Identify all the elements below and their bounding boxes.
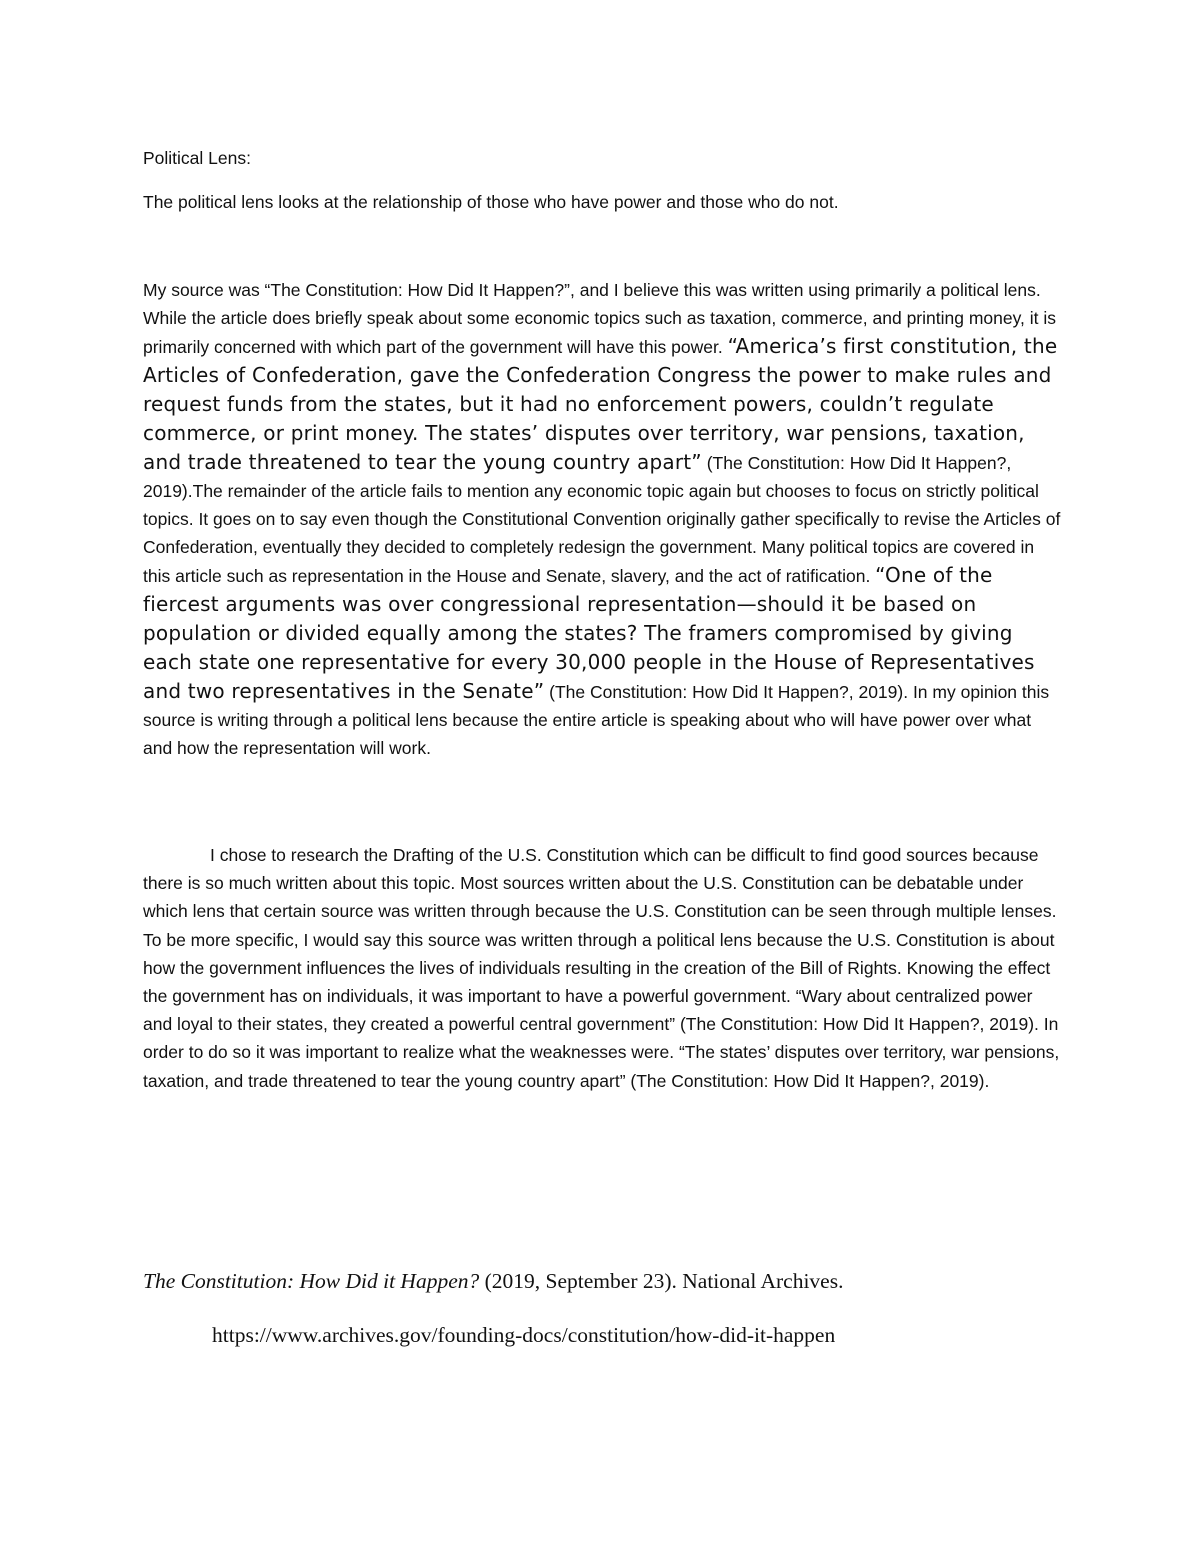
analysis-paragraph-2: I chose to research the Drafting of the U.S. Constitution which can be difficult to find good sources because there is so much written about this topic. Most sources written about the U.S. Constitution can be debatable under which lens that certain source was written through because the U.S. Constitution can be seen through multiple lenses. To be more specific, I would say this source was written through a political lens because the U.S. Constitution is about how the government influences the lives of individuals resulting in the creation of the Bill of Rights. Knowing the effect the government has on individuals, it was important to have a powerful government. “Wary about centralized power and loyal to their states, they created a powerful central government” (The Constitution: How Did It Happen?, 2019). In order to do so it was important to realize what the weaknesses were. “The states’ disputes over territory, war pensions, taxation, and trade threatened to tear the young country apart” (The Constitution: How Did It Happen?, 2019). — [143, 845, 1060, 1091]
analysis-paragraph-1 — [143, 276, 1063, 762]
paragraph-1-ending: (The Constitution: How Did It Happen?, 2019). In my opinion this source is writing through a political lens because the entire article is speaking about who will have power over what and how the representation will work. — [143, 682, 1050, 758]
paragraph-1-middle: The remainder of the article fails to mention any economic topic again but chooses to focus on strictly political topics. It goes on to say even though the Constitutional Convention originally gather specifically to revise the Articles of Confederation, eventually they decided to completely redesign the government. Many political topics are covered in this article such as representation in the House and Senate, slavery, and the act of ratification. — [143, 481, 1061, 586]
citation-url: https://www.archives.gov/founding-docs/constitution/how-did-it-happen — [212, 1323, 836, 1347]
paragraph-1-intro: My source was “The Constitution: How Did It Happen?”, and I believe this was written using primarily a political lens. While the article does briefly speak about some economic topics such as taxation, commerce, and printing money, it is primarily concerned with which part of the government will have this power. — [143, 280, 1057, 357]
section-heading: Political Lens: — [143, 148, 251, 168]
works-cited-entry — [143, 1266, 1063, 1296]
quote-congressional-representation: “One of the fiercest arguments was over congressional representation—should it be based on population or divided equally among the states? The framers compromised by giving each state one representative for every 30,000 people in the House of Representatives and two representatives in the Senate” — [143, 563, 1035, 703]
quote-1-citation: (The Constitution: How Did It Happen?, 2019). — [143, 453, 1012, 501]
citation-title: The Constitution: How Did it Happen? — [143, 1269, 480, 1293]
lens-definition: The political lens looks at the relationship of those who have power and those who do not. — [143, 192, 839, 212]
citation-details: (2019, September 23). National Archives. — [479, 1269, 844, 1293]
quote-articles-of-confederation: “America’s first constitution, the Articles of Confederation, gave the Confederation Congress the power to make rules and request funds from the states, but it had no enforcement powers, couldn’t regulate commerce, or print money. The states’ disputes over territory, war pensions, taxation, and trade threatened to tear the young country apart” — [143, 334, 1058, 474]
